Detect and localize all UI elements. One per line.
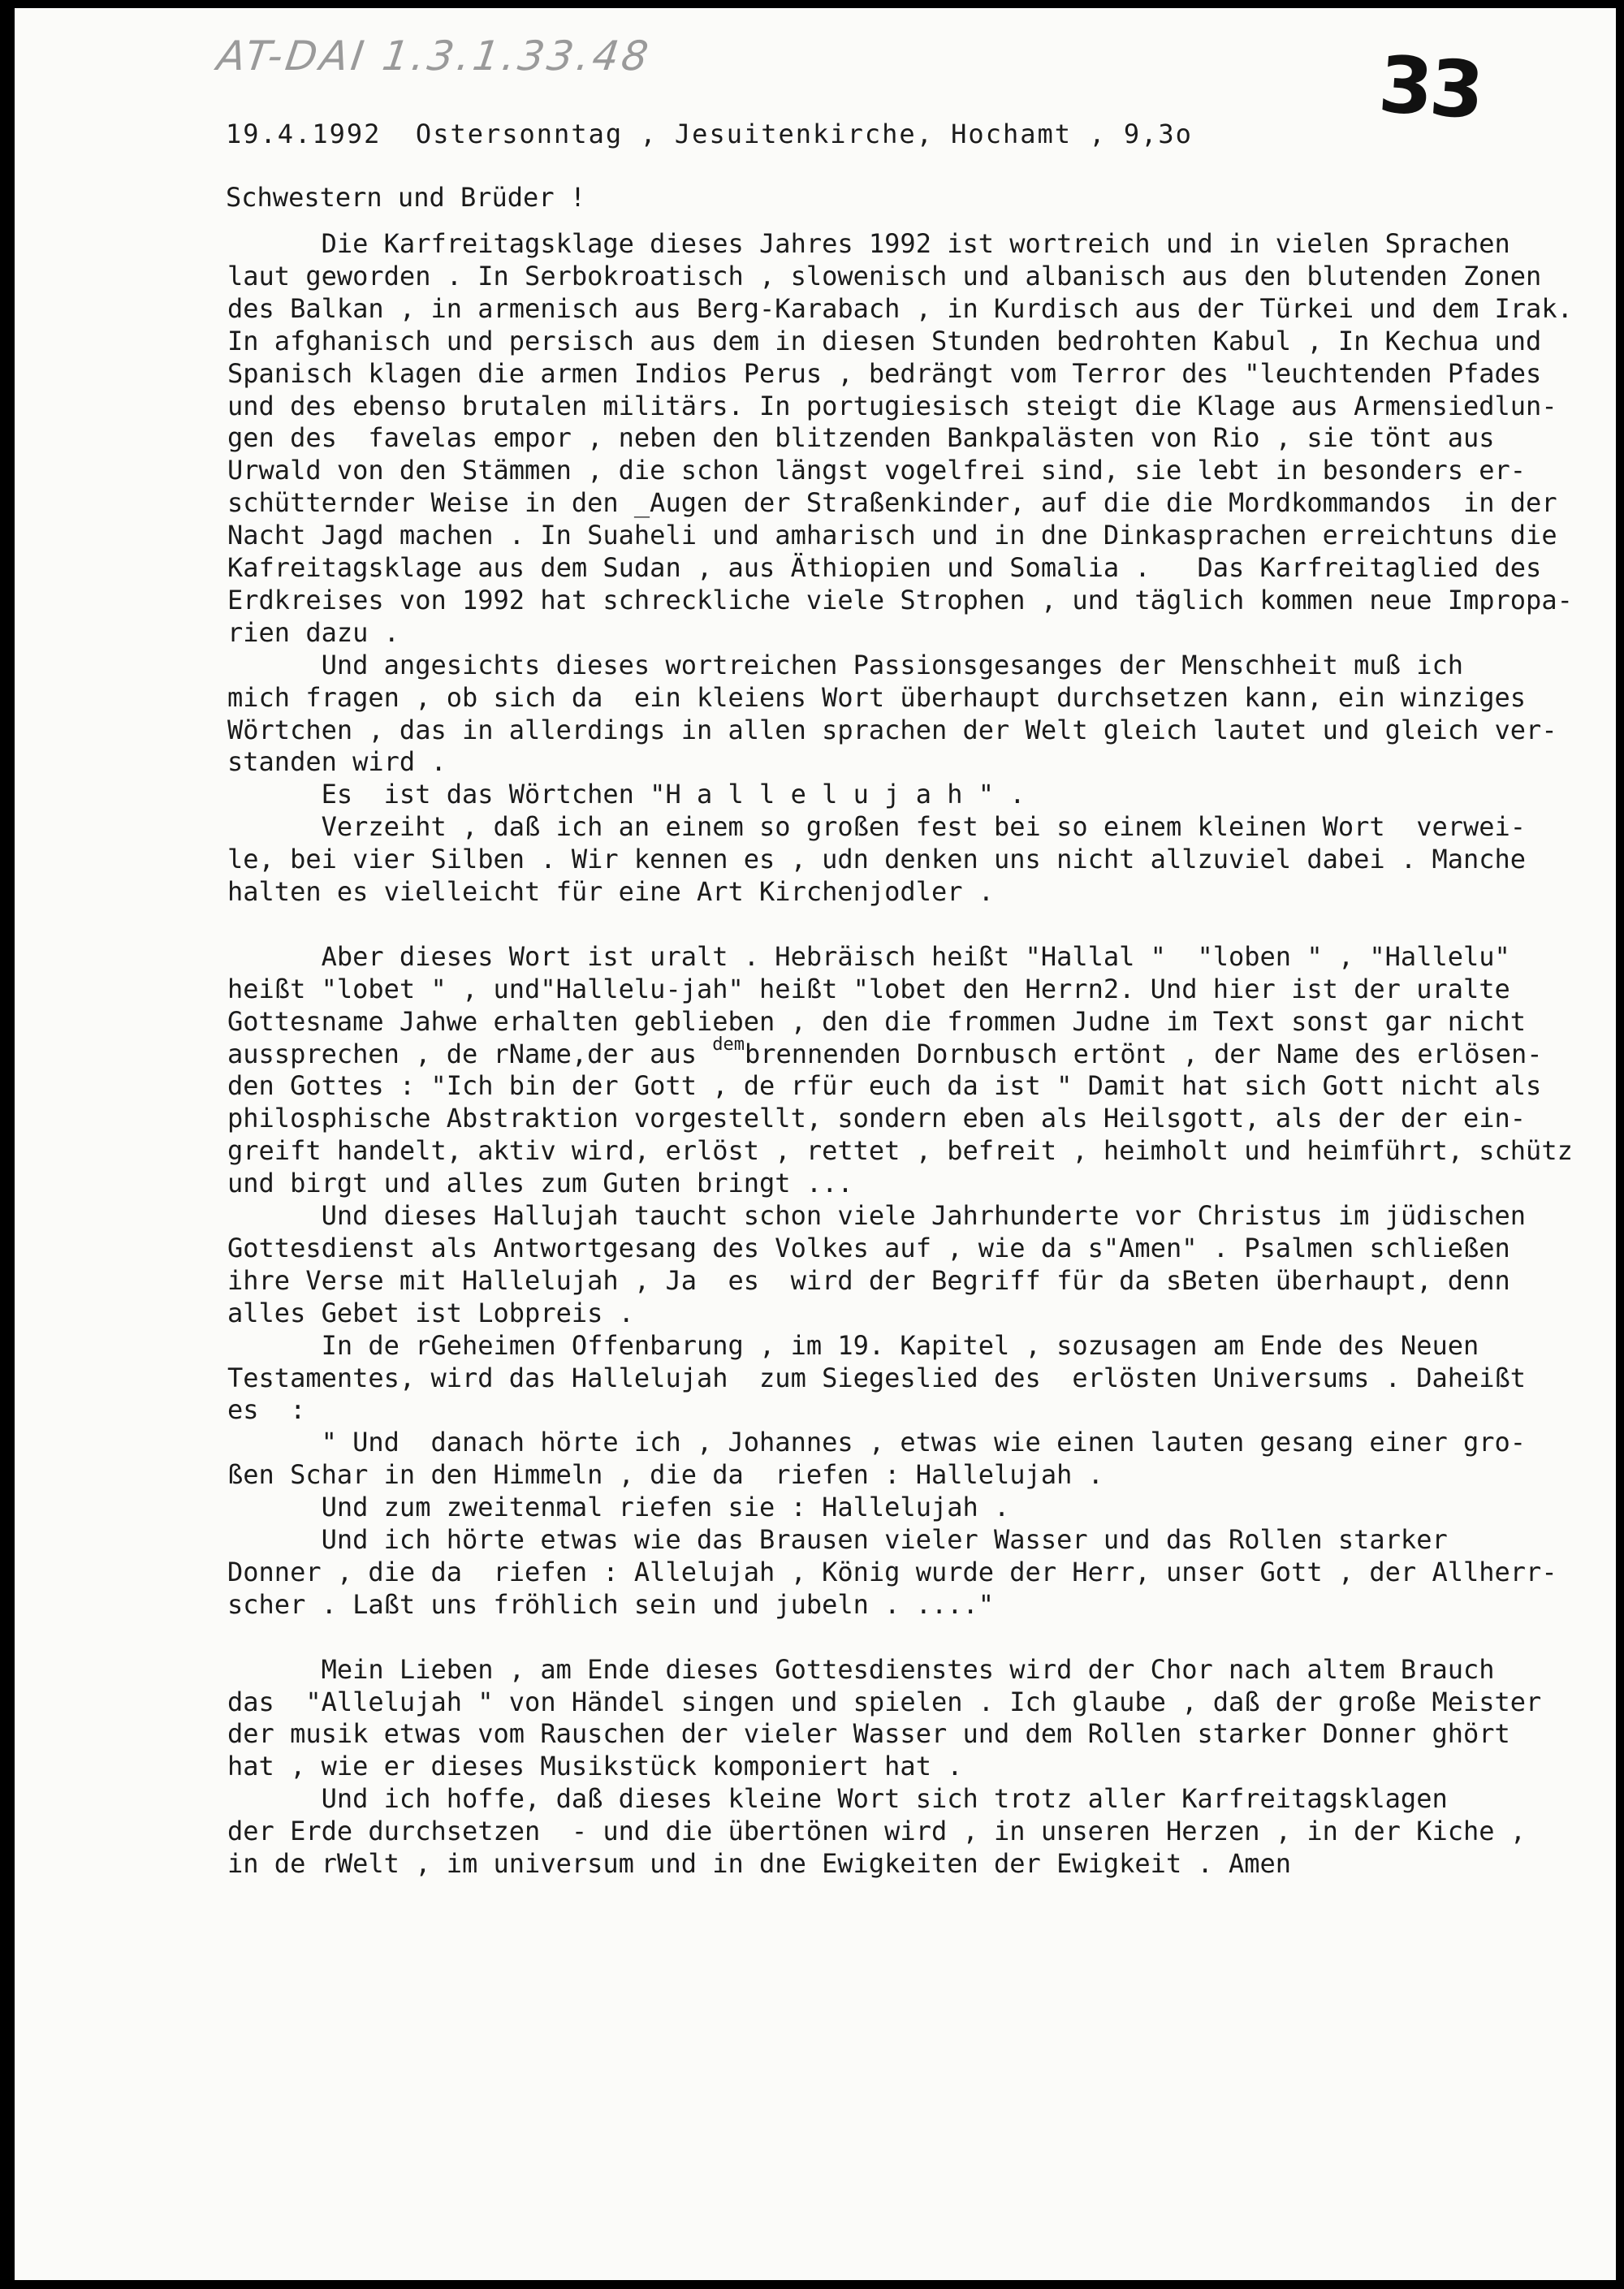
inserted-word: dem — [712, 1034, 745, 1055]
text-line: halten es vielleicht für eine Art Kirchenjodler . — [227, 876, 995, 907]
header-line: 19.4.1992 Ostersonntag , Jesuitenkirche, Hochamt , 9,3o — [226, 119, 1193, 149]
text-line: philosphische Abstraktion vorgestellt, sondern eben als Heilsgott, als der der ein- — [227, 1103, 1527, 1134]
text-line: alles Gebet ist Lobpreis . — [227, 1298, 634, 1328]
text-line: greift handelt, aktiv wird, erlöst , rettet , befreit , heimholt und heimführt, schütz — [227, 1135, 1573, 1166]
text-line: Urwald von den Stämmen , die schon längst vogelfrei sind, sie lebt in besonders er- — [227, 455, 1527, 486]
text-line: es : — [227, 1394, 306, 1425]
text-line: Und ich hoffe, daß dieses kleine Wort sich trotz aller Karfreitagsklagen — [227, 1783, 1448, 1814]
text-line: und des ebenso brutalen militärs. In portugiesisch steigt die Klage aus Armensiedlun- — [227, 391, 1557, 421]
text-line: heißt "lobet " , und"Hallelu-jah" heißt "lobet den Herrn2. Und hier ist der uralte — [227, 974, 1510, 1004]
text-line: und birgt und alles zum Guten bringt ... — [227, 1168, 853, 1198]
text-line: Und zum zweitenmal riefen sie : Hallelujah . — [227, 1492, 1010, 1522]
page-number: 33 — [1376, 38, 1484, 137]
text-line: das "Allelujah " von Händel singen und spielen . Ich glaube , daß der große Meister — [227, 1687, 1542, 1717]
text-line: der Erde durchsetzen - und die übertönen wird , in unseren Herzen , in der Kiche , — [227, 1816, 1527, 1846]
text-line: Wörtchen , das in allerdings in allen sprachen der Welt gleich lautet und gleich ver- — [227, 715, 1557, 745]
text-line: der musik etwas vom Rauschen der vieler Wasser und dem Rollen starker Donner ghört — [227, 1718, 1510, 1749]
text-line: Aber dieses Wort ist uralt . Hebräisch heißt "Hallal " "loben " , "Hallelu" — [227, 941, 1510, 972]
text-line: Gottesdienst als Antwortgesang des Volkes auf , wie da s"Amen" . Psalmen schließen — [227, 1233, 1510, 1263]
text-line: schütternder Weise in den _Augen der Straßenkinder, auf die die Mordkommandos in der — [227, 487, 1557, 518]
text-line: Gottesname Jahwe erhalten geblieben , den die frommen Judne im Text sonst gar nicht — [227, 1006, 1527, 1037]
text-line: Mein Lieben , am Ende dieses Gottesdienstes wird der Chor nach altem Brauch — [227, 1654, 1495, 1685]
text-line: " Und danach hörte ich , Johannes , etwas wie einen lauten gesang einer gro- — [227, 1427, 1527, 1458]
text-line: in de rWelt , im universum und in dne Ewigkeiten der Ewigkeit . Amen — [227, 1848, 1292, 1879]
text-line: des Balkan , in armenisch aus Berg-Karabach , in Kurdisch aus der Türkei und dem Irak. — [227, 293, 1573, 324]
text-line: Nacht Jagd machen . In Suaheli und amharisch und in dne Dinkasprachen erreichtuns die — [227, 520, 1557, 551]
text-line: In afghanisch und persisch aus dem in diesen Stunden bedrohten Kabul , In Kechua und — [227, 326, 1542, 356]
text-line: ßen Schar in den Himmeln , die da riefen : Hallelujah . — [227, 1459, 1104, 1490]
text-line: standen wird . — [227, 746, 447, 777]
text-line: aussprechen , de rName,der aus $^{dem}$brennenden Dornbusch ertönt , der Name des erlösen- — [227, 1034, 1543, 1069]
text-line: le, bei vier Silben . Wir kennen es , udn denken uns nicht allzuviel dabei . Manche — [227, 844, 1527, 875]
text-line: Und ich hörte etwas wie das Brausen vieler Wasser und das Rollen starker — [227, 1524, 1448, 1555]
text-line: Kafreitagsklage aus dem Sudan , aus Äthiopien und Somalia . Das Karfreitaglied des — [227, 552, 1542, 583]
text-line: Verzeiht , daß ich an einem so großen fest bei so einem kleinen Wort verwei- — [227, 811, 1527, 842]
text-line: den Gottes : "Ich bin der Gott , de rfür euch da ist " Damit hat sich Gott nicht als — [227, 1070, 1542, 1101]
text-line: Und dieses Hallujah taucht schon viele Jahrhunderte vor Christus im jüdischen — [227, 1200, 1527, 1231]
text-line: Testamentes, wird das Hallelujah zum Siegeslied des erlösten Universums . Daheißt — [227, 1363, 1527, 1393]
text-line: In de rGeheimen Offenbarung , im 19. Kapitel , sozusagen am Ende des Neuen — [227, 1330, 1479, 1361]
text-line: Die Karfreitagsklage dieses Jahres 1992 ist wortreich und in vielen Sprachen — [227, 228, 1510, 259]
archive-number: AT-DAI 1.3.1.33.48 — [214, 32, 654, 80]
text-line: Erdkreises von 1992 hat schreckliche viele Strophen , und täglich kommen neue Impropa- — [227, 585, 1573, 615]
text-line: ihre Verse mit Hallelujah , Ja es wird der Begriff für da sBeten überhaupt, denn — [227, 1265, 1510, 1296]
text-line: Und angesichts dieses wortreichen Passionsgesanges der Menschheit muß ich — [227, 650, 1463, 680]
document-page — [15, 8, 1616, 2280]
text-line: gen des favelas empor , neben den blitzenden Bankpalästen von Rio , sie tönt aus — [227, 422, 1495, 453]
text-line: hat , wie er dieses Musikstück komponiert hat . — [227, 1751, 963, 1782]
text-line: rien dazu . — [227, 617, 400, 648]
text-line: Es ist das Wörtchen "H a l l e l u j a h " . — [227, 779, 1026, 810]
text-line: Spanisch klagen die armen Indios Perus , bedrängt vom Terror des "leuchtenden Pfades — [227, 358, 1542, 389]
text-line: mich fragen , ob sich da ein kleiens Wort überhaupt durchsetzen kann, ein winziges — [227, 682, 1527, 713]
text-line: laut geworden . In Serbokroatisch , slowenisch und albanisch aus den blutenden Zonen — [227, 261, 1542, 292]
text-line: scher . Laßt uns fröhlich sein und jubeln . ...." — [227, 1589, 995, 1620]
salutation: Schwestern und Brüder ! — [226, 182, 586, 213]
text-line: Donner , die da riefen : Allelujah , König wurde der Herr, unser Gott , der Allherr- — [227, 1557, 1557, 1587]
